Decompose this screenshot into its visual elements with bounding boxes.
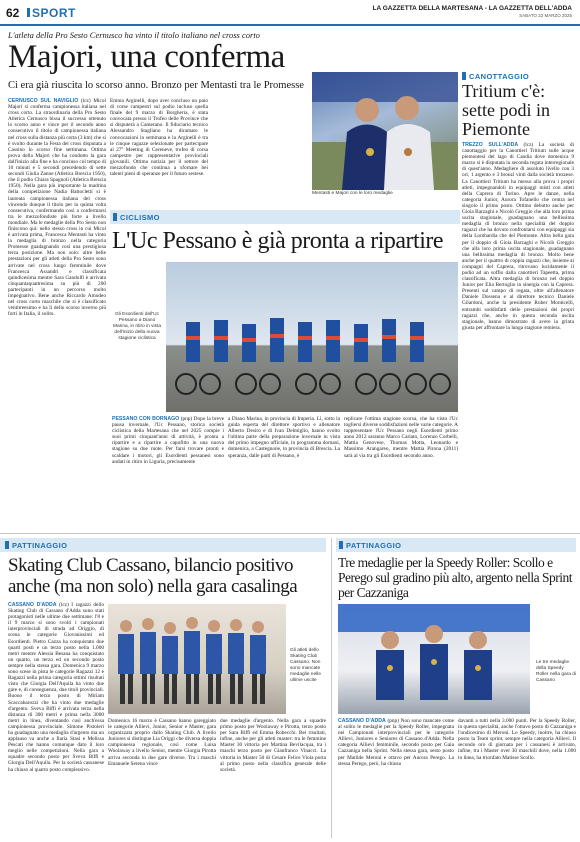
- skaters-illustration: [108, 604, 286, 714]
- skating-body-2: Domenica 16 marzo è Cassano hanno gareggiato le categorie Allievi, Junior, Senior e Master, gara organizzata proprio dallo Skating Club. A livello Juniores si distingue Lia Origgi che diversa doppia campionessa regionale, così come Luisa Woolaway a livello Senior, mentre Giorgia Pirotta arriva seconda in due gare diverse. Tra i maschi Emanuele Serena vince: [108, 718, 216, 767]
- skating-dateline: CASSANO D'ADDA: [8, 602, 57, 608]
- publication-name: LA GAZZETTA DELLA MARTESANA - LA GAZZETTA DELL'ADDA: [372, 5, 572, 12]
- canottaggio-title: Tritium c'è: sette podi in Piemonte: [462, 81, 550, 139]
- section-divider: [0, 533, 580, 534]
- canottaggio-body: [462, 142, 574, 528]
- athletes-illustration: [312, 72, 458, 190]
- ciclismo-band: [110, 210, 460, 224]
- lead-kicker: L'atleta della Pro Sesto Cernusco ha vinto il titolo italiano nel cross corto: [8, 30, 260, 40]
- skating-photo: [108, 604, 286, 714]
- lead-photo-caption: Mentasti e Majori con le loro medaglie: [312, 191, 393, 196]
- canottaggio-text: (lcz) La società di canottaggio per la Canottieri Tritium sulle acque piemontesi del lago di Candia dove domenica 9 marzo si è disputata la seconda regata interregionale di quest'anno. Medagliere di assoluto livello con 3 ori, 1 argento e 3 bronzi vinti dalla società trezzese. La Canottieri Tritium ha messo alla prova i propri atleti, impegnandoli in equipaggi misti con atleti della Caprera di Torino. Apre le danze, nella categoria Junior, Aurora Tofanello che centra nel singolo il primo posto. Ottimo debutto anche per Gioia Barzaghi e Nicolò Greggio che alla loro prima uscita stagionale, guadagnano una bellissima medaglia di bronzo nella specialità del doppio ragazzi che ha dovuto confrontarsi con equipaggi sia della Lombardia che del Piemonte. Altra bella gara per il doppio di Gioia Barzaghi e Nicolò Greggio che alla loro prima uscita stagionale, guadagnano una bellissima medaglia di bronzo. Molto bene anche per il quattro di coppia ragazzi che, insieme ai compagni del Caprera, ritrovano lucidamente il podio ad un soffio dalla canottieri Tapeetta, prima classificata. Altra medaglia di bronzo nel doppio Junior per Elia Bertoglio in sinergia con la Caprera. Presenti sul campo di regata, oltre all'allenatore Daniele Dossena e al direttore tecnico Daniele Gilardoni, anche la presidente Ruber Monticelli, entrambi soddisfatti delle prestazioni dei propri ragazzi che, anche in questa seconda uscita stagionale, hanno dimostrato di avere la grinta giusta per affrontare la lunga stagione remiera.: [462, 142, 574, 331]
- ciclismo-dateline: PESSANO CON BORNAGO: [112, 416, 180, 422]
- ciclismo-photo-caption: Gli Esordienti dell'Uc Pessano a Diano Marina, in ritiro in vista dell'inizio della nuova stagione ciclistica: [113, 312, 161, 341]
- lead-title: Majori, una conferma: [8, 39, 285, 75]
- speedy-photo: [338, 604, 530, 714]
- ciclismo-column-3: [344, 416, 458, 526]
- ciclismo-body-2: a Diano Marina, in provincia di Imperia. Lì, sotto la guida esperta del direttore sportivo e allenatore Alberto Desiro e di Ivan Delmiglio, hanno svolto l'ultima parte della preparazione invernale in vista del primo impegno ufficiale, in programma domani, domenica, a Castegnone, in provincia di Brescia. La speranza, dalle parti di Pessano, è: [228, 416, 340, 459]
- cyclists-illustration: [166, 262, 458, 412]
- lead-deck: Ci era già riuscita lo scorso anno. Bronzo per Mentasti tra le Promesse: [8, 80, 304, 91]
- speedy-column-2: [458, 718, 576, 838]
- canottaggio-label: CANOTTAGGIO: [469, 72, 530, 81]
- lead-column-3: [212, 98, 308, 188]
- skating-label: PATTINAGGIO: [12, 541, 68, 550]
- ciclismo-column-2: [228, 416, 340, 526]
- page-number: 62: [6, 6, 20, 20]
- issue-date: SABATO 22 MARZO 2025: [519, 13, 572, 18]
- header-rule: [0, 24, 580, 26]
- ciclismo-label-bar: [113, 213, 117, 221]
- speedy-dateline: CASSANO D'ADDA: [338, 718, 386, 724]
- speedy-label-bar: [339, 541, 343, 549]
- skating-column-1: [8, 602, 104, 838]
- ciclismo-label: CICLISMO: [120, 213, 160, 222]
- lead-column-1: [8, 98, 106, 438]
- ciclismo-column-1: [112, 416, 224, 526]
- speedy-title: Tre medaglie per la Speedy Roller: Scollo e Perego sul gradino più alto, argento nella Sprint per Cazzaniga: [338, 555, 572, 600]
- ciclismo-photo: [166, 262, 458, 412]
- skating-body-1: (lcz) I ragazzi dello Skating Club di Cassano d'Adda sono stati protagonisti nelle ultime due settimane: l'8 e il 9 marzo si sono svolti i campionati interprovinciali di strada ad Origgio, di scena le categorie Giovanissimi ed Esordienti. Pietro Cazza ha conquistato due quarti posti e un terzo posto nella 1.000 metri mentre Alessia Besana ha conquistato un quarto, un terzo ed un secondo posto sempre nella stessa gara. Domenica 9 marzo sono scese in pista le categorie Ragazzi 12 e Ragazzi nella prima categoria ottimi risultati visto che Giorgia Dell'Aquila ha vinto due gare e, di conseguenza, due titoli provinciali. Buono il terzo posto di Miriam Scaccabarozzi che ha vinto due medaglie d'argento. Sveva Biffi è arrivata terza nella distanza di 300 metri e prima nella 3000 metri in linea, diventando così anch'essa campionessa provinciale. Simone Pistoleri ha guadagnato una medaglia d'argento ma un applauso va anche a Ilaria Stasi e Melissa Pescati che hanno comunque dato il loro meglio nelle competizioni. Nella gara a squadre secondo posto per Sveva Biffi e Giorgia Dell'Aquila. Per la società cassanese ha chiuso al quarto posto complessivo.: [8, 602, 104, 773]
- skating-column-2: [108, 718, 216, 838]
- section-marker: [27, 8, 30, 17]
- canottaggio-dateline: TREZZO SULL'ADDA: [462, 142, 519, 148]
- lead-column-2: [110, 98, 208, 188]
- lead-body-2: Emma Arginelli, dopo aver concluso un paio di corse campestri sul podio incluso quella finale del 9 marzo di Borgheria, è stata convocata presso il Trofeo delle Province che si disputerà a Camerano. Il fiduciario tecnico Alessandro Stagliano ha diramato le convocazioni in settimana e la Arginelli è tra le cinque ragazze selezionate per partecipare al 27° Meeting di Cereneve, trofeo di corsa campestre per rappresentative provinciali giovanili. Ottima notizia per il settore del mezzofondo che continua a sfornare bei talenti pieni di speranze per il futuro sestese.: [110, 98, 208, 178]
- speedy-body-1: (pnp) Non sono mancate come al solito le medaglie per la Speedy Roller, impegnata nei Campionati interprovinciali per le categorie Allievi, Juniores e Seniores di Cassano d'Adda. Nella categoria Allievi femminile, secondo posto per Gaia Cazzaniga nella Sprint. Nella stessa gara, sesto posto per Matilde Meroni e ottavo per Aurora Perego. La stessa Perego, però, ha chiuso: [338, 718, 454, 767]
- speedy-photo-caption: Le tre medaglie della Speedy Roller nella gara di Cassano: [536, 660, 576, 683]
- lead-photo: [312, 72, 458, 190]
- ciclismo-title: L'Uc Pessano è già pronta a ripartire: [112, 228, 444, 254]
- skating-title: Skating Club Cassano, bilancio positivo anche (ma non solo) nella gara casalinga: [8, 555, 298, 597]
- speedy-athletes-illustration: [338, 604, 530, 714]
- lead-dateline: CERNUSCO SUL NAVIGLIO: [8, 98, 79, 104]
- canottaggio-label-bar: [462, 72, 466, 80]
- speedy-body-2: davanti a tutti nella 3.000 punti. Per la Speedy Roller, in questa specialità, anche l'ottavo posto di Cazzaniga e l'undicesimo di Meroni. Lo Speedy, inoltre, ha chiuso posto la Team sprint, sempre nella categoria Allievi. Il secondo oro di giornata per i cassanesi è arrivato, infine, tra i Master over 30 maschili dove, nella 1.000 in linea, ha trionfato Matisse Scollo.: [458, 718, 576, 761]
- column-divider: [331, 538, 332, 838]
- skating-column-3: [220, 718, 326, 838]
- skating-body-3: due medaglie d'argento. Nella gara a squadre primo posto per Woolaway e Pirotta, terzo posto per Sara Biffi ed Emma Robecchi. Bei risultati, infine, anche per gli atleti master: tra le femmine Master 30 vittoria per Martina Bevilacqua, tra i maschi terzo posto per Gianfranco Vinacci. La vittoria in Master 50 di Cesare Felice Viola porta al primo posto nella classifica generale delle società.: [220, 718, 326, 773]
- lead-body-1: (lcz) Micol Majori si conferma campionessa italiana nel cross corto. La straordinaria della Pro Sesto Atletica Cernusco bissa il successo ottenuto lo scorso anno e vince per il secondo anno consecutivo il titolo di campionessa italiana nel cross sulla distanza più corta (3 km) che si è svolto durante la Festa del cross disputata a Cassino lo scorso fine settimana. Ottima prova della Majori che ha condotto la gara dall'inizio alla fine e ha concluso col tempo di 10 minuti e 5 secondi precedendo di sette secondi Giulia Zanne (Atletica Brescia 1950), che il podio Chiara Spagnoli (Atletica Brescia 1950). Nella gara più importante la madrina della competizione Nadia Battocletti si è laureata campionessa italiana del cross vincendo dunque il titolo per la quinta volta consecutiva, confermando così a confermarsi tra le mezzofondiste più forte a livello mondiale. Ma le medaglie della Pro Sesto non finiscono qui: nello stesso cross in cui Micol è arrivata prima, Francesca Mentasti ha vinto la medaglia di bronzo nella categoria Promesse guadagnando così una prestigiosa terza posizione. Ma non solo: altre belle prestazioni per gli atleti della Pro Sesto sono arrivate nel cross lungo femminile dove Francesca Assandri e classificata quindicesima mentre Sara Gandolfi è arrivata cinquantaquattresima su più di 200 partecipanti in un percorso molto impegnativo. Bene anche Riccardo Amodeo nel cross corto maschile che si è classificato ventitreesimo e ha lì dello scorso inverno più forti in Italia, il solito.: [8, 98, 106, 318]
- ciclismo-body-1: (pnp) Dopo la breve pausa invernale, l'Uc Pessano, storica società ciclistica della Martesana che nel 2025 compie i suoi primi cinquant'anni di attività, è pronta a ripartire e a ripartire a capofitto in una nuova stagione su due ruote. Per farsi trovare pronti e scaldare i motori, gli Esordienti pessanesi sono andati in ritiro in Liguria, precisamente: [112, 416, 224, 465]
- ciclismo-body-3: replicare l'ottima stagione scorsa, che ha visto l'Uc togliersi diverse soddisfazioni nelle varie categorie. A rappresentare l'Uc Pessano negli Esordienti primo anno 2012 saranno Marco Cariato, Lorenzo Corbelli, Mattia Genovese, Thomas Motta, Leonardo e Massimo Arangareo, mentre Mattia Pirona (2011) sarà al via tra gli Esordienti secondo anno.: [344, 416, 458, 459]
- section-name: SPORT: [32, 6, 76, 20]
- speedy-column-1: [338, 718, 454, 838]
- skating-label-bar: [5, 541, 9, 549]
- speedy-label: PATTINAGGIO: [346, 541, 402, 550]
- skating-photo-caption: Gli atleti dello Skating Club Cassano. Non sono mancate medaglie nelle ultime uscite: [290, 648, 321, 683]
